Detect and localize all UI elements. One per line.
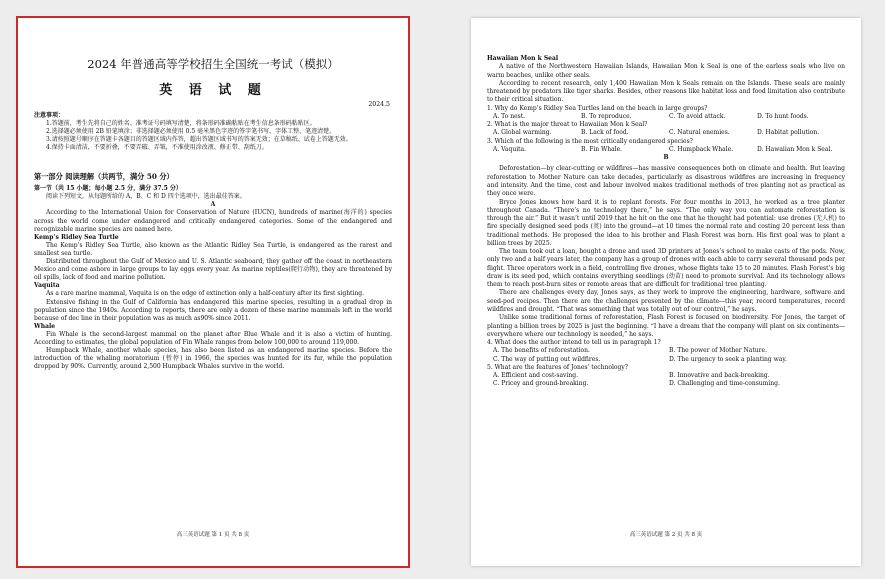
page-footer: 高三英语试题 第 1 页 共 8 页 xyxy=(176,532,250,538)
question-1-options xyxy=(487,113,845,121)
section-heading: 第一节（共 15 小题；每小题 2.5 分，满分 37.5 分） xyxy=(34,185,182,193)
question-3: 3. Which of the following is the most critically endangered species? xyxy=(487,137,693,145)
option: A. Global warming. xyxy=(493,129,552,137)
option: A. To nest. xyxy=(493,112,526,120)
option: B. Lack of food. xyxy=(581,129,629,137)
question-5-options xyxy=(487,372,845,389)
question-2: 2. What is the major threat to Hawaiian Mon k Seal? xyxy=(487,121,648,129)
paragraph: Extensive fishing in the Gulf of California has endangered this marine species, resulting in a gradual drop in population since the 1940s. According to reports, there are only a dozen of these marine mammals left in the world because of dec line in their population was as much as90% since 2011. xyxy=(34,298,392,322)
paragraph: As a rare marine mammal, Vaquita is on the edge of extinction only a half-century after its first sighting. xyxy=(46,290,364,298)
option: B. The power of Mother Nature. xyxy=(669,347,767,355)
species-heading: Whale xyxy=(34,322,56,330)
paragraph: Humpback Whale, another whale species, has also been listed as an endangered marine species. Before the introduction of the whaling moratorium (暂停) in 1966, the species was hunted for its fur, while the population dropped by 90%. Currently, around 2,500 Humpback Whales survive in the world. xyxy=(34,347,392,371)
question-3-options xyxy=(487,146,845,154)
notice-item: 3.请按照题号顺序在答题卡各题目的答题区域内作答，超出答题区域书写的答案无效；在草稿纸、试卷上答题无效。 xyxy=(46,136,352,144)
paragraph: There are challenges every day, Jones says, as they work to improve the engineering, hardware, software and seed-pod recipes. Then there are the challenges presented by the climate—this year, record temperatures, record wildfires and drought. “That was something that was totally out of our control,” he says. xyxy=(487,289,845,313)
passage-label: B xyxy=(663,154,669,162)
paragraph: Bryce Jones knows how hard it is to replant forests. For four months in 2013, he worked as a tree planter throughout Canada. “There’s no technology there,” he says. “The only way you can automate reforestation is through the air.” But it wasn’t until 2019 that he hit on the one that he thought had potential: use drones (无人机) to fire specially designed seed pods (荚) into the ground—at 10 times the normal rate and costing 20 percent less than traditional methods. He proposed the idea to his brother and Flash Forest was born. His first goal was to plant a billion trees by 2025. xyxy=(487,198,845,247)
page-2-body xyxy=(487,55,845,389)
exam-subtitle: 英 语 试 题 xyxy=(159,83,267,98)
paragraph: A native of the Northwestern Hawaiian Islands, Hawaiian Mon k Seal is one of the earless seals who live on warm beaches, unlike other seals. xyxy=(487,63,845,79)
part-heading: 第一部分 阅读理解（共两节，满分 50 分） xyxy=(34,172,174,182)
option: B. To reproduce. xyxy=(581,112,632,120)
option: B. Fin Whale. xyxy=(581,145,623,153)
paragraph: The team took out a loan, bought a drone and used 3D printers at Jones’s school to make casts of the pods. Now, only two and a half years later, the company has a group of drones with each able to carry several thousand pods per flight. Three operators work in a field, controlling five drones, whose flights take 15 to 20 minutes. Flash Forest’s big draw is its seed pod, which contains everything seedlings (幼苗) need to promote survival. And its technology allows them to reach post-burn sites or remote areas that are difficult for traditional tree planting. xyxy=(487,248,845,289)
option: A. Vaquita. xyxy=(493,145,527,153)
page-1-body xyxy=(34,112,392,371)
option: D. Challenging and time-consuming. xyxy=(669,380,780,388)
paragraph: According to recent research, only 1,400 Hawaiian Mon k Seals remain on the Islands. These seals are mainly threatened by predators like tiger sharks. Besides, other reasons like habitat loss and food limitation also contribute to their critical situation. xyxy=(487,79,845,104)
option: C. Natural enemies. xyxy=(669,129,730,137)
page-footer: 高三英语试题 第 2 页 共 8 页 xyxy=(629,532,703,538)
option: D. The urgency to seek a planting way. xyxy=(669,355,787,363)
exam-date: 2024.5 xyxy=(368,101,390,108)
section-instruction: 阅读下列短文，从每题所给的 A、B、C 和 D 四个选项中，选出最佳答案。 xyxy=(46,193,246,201)
species-heading: Vaquita xyxy=(34,282,60,290)
page-1[interactable] xyxy=(18,18,408,566)
option: A. The benefits of reforestation. xyxy=(493,347,590,355)
option: C. The way of putting out wildfires. xyxy=(493,355,601,363)
passage-intro: According to the International Union for Conservation of Nature (IUCN), hundreds of marine(海洋的) species across the world come under endangered and critically endangered categories. Some of the endangered and recognizable marine species are named here. xyxy=(34,209,392,233)
option: D. Habitat pollution. xyxy=(757,129,820,137)
paragraph: Unlike some traditional forms of reforestation, Flash Forest is focused on biodiversity. For Jones, the target of planting a billion trees by 2025 is just the beginning. “I have a dream that the company will plant on six continents—everywhere where our technology is needed,” he says. xyxy=(487,314,845,338)
notice-item: 4.保持卡面清洁，不要折叠，不要弄破、弄皱，不准使用涂改液、修正带、刮纸刀。 xyxy=(46,144,268,152)
paragraph: Fin Whale is the second-largest mammal on the planet after Blue Whale and it is also a victim of hunting. According to estimates, the global population of Fin Whale ranges from below 100,000 to around 119,000. xyxy=(34,330,392,346)
notice-item: 2.选择题必须使用 2B 铅笔填涂；非选择题必须使用 0.5 毫米黑色字迹的签字笔书写，字体工整、笔迹清楚。 xyxy=(46,128,336,136)
notice-heading: 注意事项： xyxy=(34,112,65,119)
question-4-options xyxy=(487,347,845,364)
option: C. Humpback Whale. xyxy=(669,145,734,153)
passage-label: A xyxy=(210,201,216,209)
paragraph: The Kemp’s Ridley Sea Turtle, also known as the Atlantic Ridley Sea Turtle, is endangered as the rarest and smallest sea turtle. xyxy=(34,241,392,257)
option: C. Pricey and ground-breaking. xyxy=(493,380,589,388)
question-5: 5. What are the features of Jones’ technology? xyxy=(487,363,628,371)
species-heading: Hawaiian Mon k Seal xyxy=(487,55,559,62)
option: D. Hawaiian Mon k Seal. xyxy=(757,145,833,153)
page-2[interactable] xyxy=(471,18,861,566)
species-heading: Kemp’s Ridley Sea Turtle xyxy=(34,233,119,241)
option: B. Innovative and back-breaking. xyxy=(669,372,770,380)
option: C. To avoid attack. xyxy=(669,112,726,120)
question-2-options xyxy=(487,129,845,137)
option: D. To hunt foods. xyxy=(757,112,809,120)
question-1: 1. Why do Kemp’s Ridley Sea Turtles land on the beach in large groups? xyxy=(487,104,708,112)
option: A. Efficient and cost-saving. xyxy=(493,372,578,380)
question-4: 4. What does the author intend to tell us in paragraph 1? xyxy=(487,339,661,347)
paragraph: Distributed throughout the Gulf of Mexico and U. S. Atlantic seaboard, they gather off the coast in northeastern Mexico and come ashore in large groups to lay eggs every year. As marine reptiles(爬行动物), they are threatened by oil spills, lack of food and marine pollution. xyxy=(34,258,392,282)
exam-title: 2024 年普通高等学校招生全国统一考试（模拟） xyxy=(87,57,339,71)
notice-item: 1.答题前，考生先将自己的姓名、准考证号码填写清楚，将条形码准确粘贴在考生信息条形码粘贴区。 xyxy=(46,120,316,128)
paragraph: Deforestation—by clear-cutting or wildfires—has massive consequences both on climate and health. But leaving reforestation to Mother Nature can take decades, particularly as disastrous wildfires are increasing in frequency and intensity. And the time, cost and labour involved makes traditional methods of tree planting not as practical as they once were. xyxy=(487,165,845,198)
